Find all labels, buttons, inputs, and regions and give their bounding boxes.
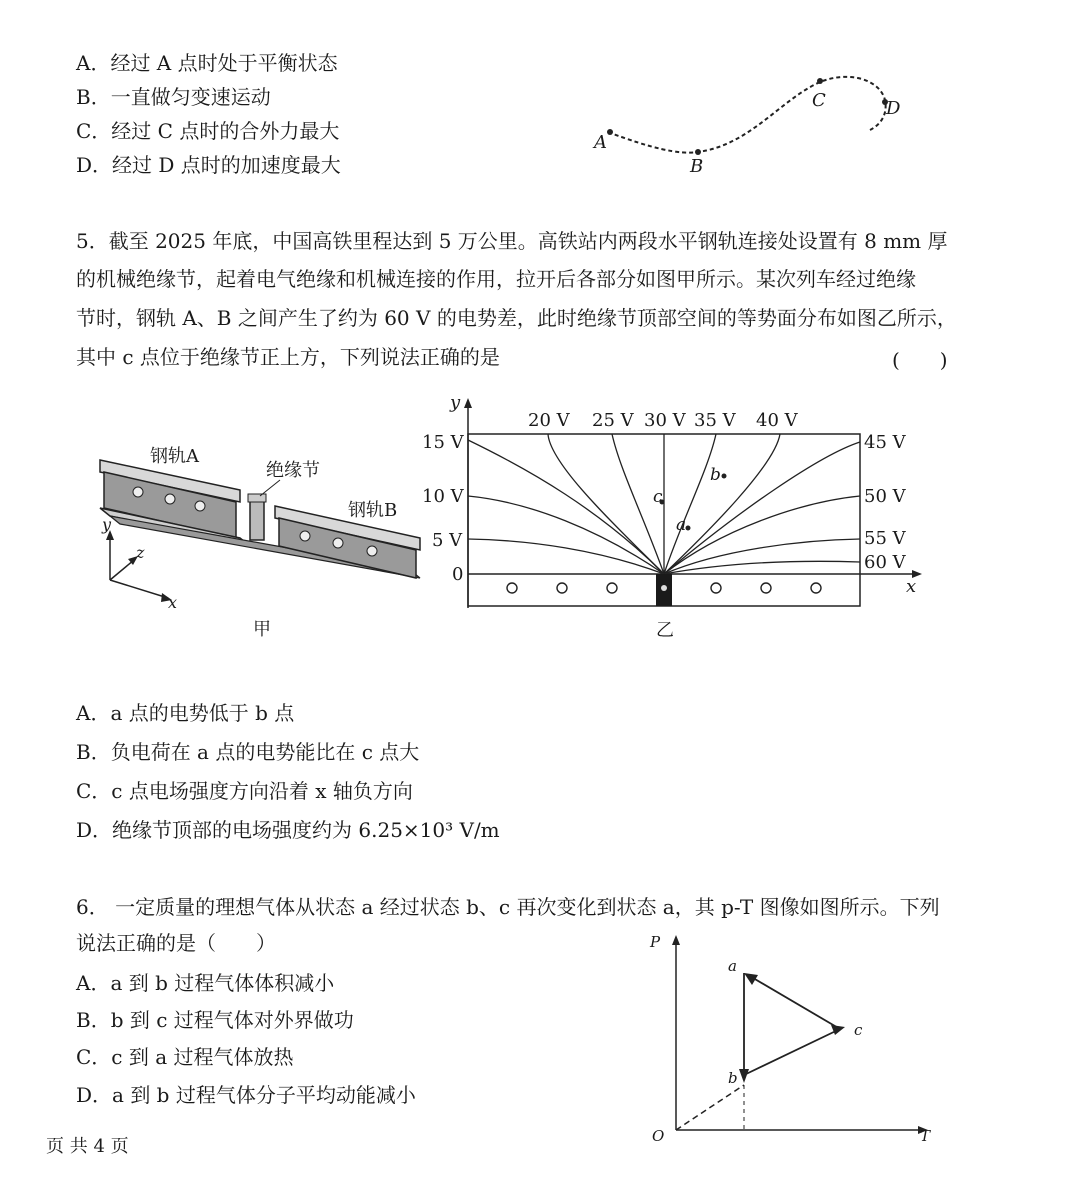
q6-point-b: b [728, 1069, 738, 1087]
q4-option-c: C．经过 C 点时的合外力最大 [76, 119, 340, 143]
q5-yi-ytick-10: 10 V [422, 486, 464, 507]
q6-option-b: B．b 到 c 过程气体对外界做功 [76, 1008, 354, 1032]
q5-jia-axis-z: z [136, 543, 145, 562]
q5-yi-right-label-50: 50 V [864, 486, 906, 507]
q6-option-a: A．a 到 b 过程气体体积减小 [76, 971, 335, 995]
q5-figure-yi [420, 390, 940, 645]
q5-yi-axis-x: x [906, 576, 917, 597]
q4-option-d: D．经过 D 点时的加速度最大 [76, 153, 341, 177]
q5-jia-axis-x: x [168, 593, 178, 612]
q6-option-d: D．a 到 b 过程气体分子平均动能减小 [76, 1083, 416, 1107]
q5-yi-axis-y: y [450, 392, 461, 413]
q5-yi-top-label-30: 30 V [644, 410, 686, 431]
q6-option-c: C．c 到 a 过程气体放热 [76, 1045, 294, 1069]
q4-label-b: B [690, 156, 704, 177]
q5-jia-rail-b-label: 钢轨B [348, 500, 398, 521]
q4-label-a: A [594, 132, 607, 153]
q6-axis-t: T [920, 1127, 931, 1145]
q4-option-b: B．一直做匀变速运动 [76, 85, 271, 109]
q6-stem-line-1: 6． 一定质量的理想气体从状态 a 经过状态 b、c 再次变化到状态 a，其 p-T 图像如图所示。下列 [76, 895, 940, 919]
q5-figure-jia [90, 430, 440, 650]
q5-yi-right-label-60: 60 V [864, 552, 906, 573]
q5-yi-ytick-5: 5 V [432, 530, 463, 551]
q5-option-b: B．负电荷在 a 点的电势能比在 c 点大 [76, 740, 420, 764]
q4-trajectory-figure [580, 60, 920, 190]
q5-option-d: D．绝缘节顶部的电场强度约为 6.25×10³ V/m [76, 818, 500, 842]
q5-stem-line-1: 5．截至 2025 年底，中国高铁里程达到 5 万公里。高铁站内两段水平钢轨连接处设置有 8 mm 厚 [76, 229, 948, 253]
q5-yi-ytick-0: 0 [452, 564, 464, 585]
q6-axis-p: P [650, 933, 661, 951]
q4-label-c: C [812, 90, 826, 111]
q5-yi-top-label-25: 25 V [592, 410, 634, 431]
q6-point-a: a [728, 957, 737, 975]
q6-origin: O [652, 1127, 665, 1145]
q5-yi-caption: 乙 [656, 620, 674, 641]
q5-yi-top-label-40: 40 V [756, 410, 798, 431]
q6-stem-line-2: 说法正确的是（ ） [76, 931, 276, 955]
q5-jia-joint-label: 绝缘节 [266, 460, 320, 481]
page-footer: 页 共 4 页 [46, 1136, 129, 1157]
q5-option-c: C．c 点电场强度方向沿着 x 轴负方向 [76, 779, 413, 803]
q5-yi-top-label-20: 20 V [528, 410, 570, 431]
q5-yi-top-label-35: 35 V [694, 410, 736, 431]
q6-point-c: c [854, 1021, 863, 1039]
q6-pt-figure [640, 925, 940, 1150]
q5-yi-point-a: a [676, 515, 687, 535]
q5-stem-line-2: 的机械绝缘节，起着电气绝缘和机械连接的作用，拉开后各部分如图甲所示。某次列车经过绝缘 [76, 267, 916, 291]
q5-yi-ytick-15: 15 V [422, 432, 464, 453]
q5-option-a: A．a 点的电势低于 b 点 [76, 701, 295, 725]
q4-label-d: D [886, 98, 901, 119]
q5-yi-point-b: b [710, 465, 721, 485]
q4-option-a: A．经过 A 点时处于平衡状态 [76, 51, 338, 75]
q5-stem-line-3: 节时，钢轨 A、B 之间产生了约为 60 V 的电势差，此时绝缘节顶部空间的等势面分布如图乙所示， [76, 306, 957, 330]
q5-jia-caption: 甲 [253, 619, 271, 640]
q5-yi-right-label-45: 45 V [864, 432, 906, 453]
q5-yi-right-label-55: 55 V [864, 528, 906, 549]
q5-answer-paren: ( ) [892, 348, 948, 372]
q5-jia-axis-y: y [102, 515, 112, 534]
q5-jia-rail-a-label: 钢轨A [150, 446, 199, 467]
q5-yi-point-c: c [653, 487, 663, 507]
q5-stem-line-4: 其中 c 点位于绝缘节正上方，下列说法正确的是 [76, 345, 500, 369]
